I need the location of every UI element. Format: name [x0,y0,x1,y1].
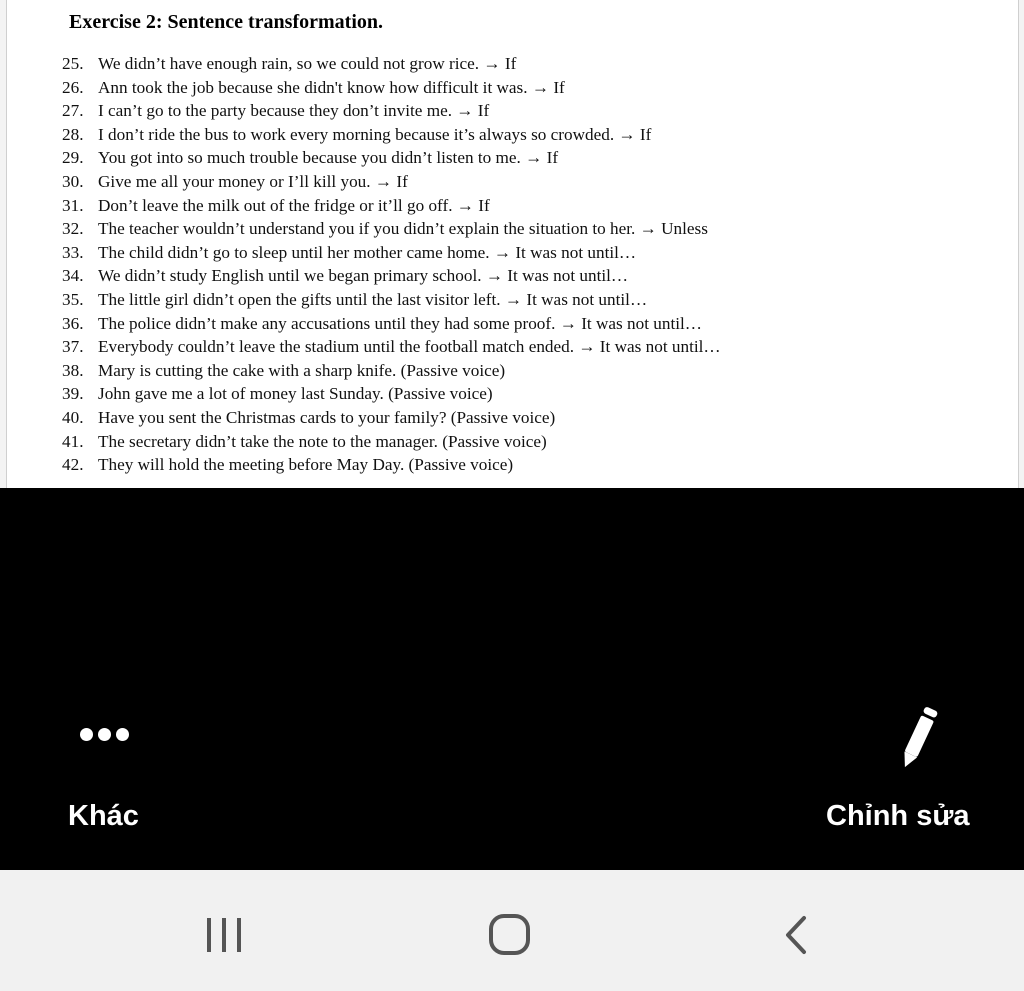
exercise-number: 27. [62,101,84,121]
exercise-text: The child didn’t go to sleep until her mother came home. → It was not until… [98,242,637,262]
exercise-text: John gave me a lot of money last Sunday. (Passive voice) [98,384,493,404]
exercise-list [62,52,721,477]
exercise-item [62,312,721,336]
exercise-number: 41. [62,431,84,451]
exercise-number: 29. [62,148,84,168]
exercise-item [62,406,721,430]
exercise-text: We didn’t study English until we began primary school. → It was not until… [98,266,629,286]
exercise-text: They will hold the meeting before May Day. (Passive voice) [98,455,514,475]
exercise-number: 40. [62,407,84,427]
exercise-number: 28. [62,124,84,144]
exercise-number: 26. [62,77,84,97]
exercise-item [62,430,721,454]
exercise-text: Mary is cutting the cake with a sharp knife. (Passive voice) [98,360,506,380]
exercise-item [62,453,721,477]
exercise-item [62,194,721,218]
exercise-number: 42. [62,455,84,475]
exercise-item [62,335,721,359]
more-label: Khác [68,800,139,832]
exercise-item [62,170,721,194]
system-navigation-bar [0,870,1024,991]
exercise-text: The little girl didn’t open the gifts until the last visitor left. → It was not until… [98,289,648,309]
exercise-text: Everybody couldn’t leave the stadium until the football match ended. → It was not until… [98,337,721,357]
exercise-item [62,217,721,241]
document-viewer[interactable] [0,0,1024,488]
edit-button[interactable] [820,700,990,840]
exercise-text: Give me all your money or I’ll kill you. → If [98,171,408,191]
exercise-number: 30. [62,171,84,191]
exercise-item [62,52,721,76]
exercise-text: I can’t go to the party because they don’t invite me. → If [98,101,490,121]
recents-icon [165,870,285,991]
recents-button[interactable] [165,870,285,991]
exercise-item [62,359,721,383]
edit-label: Chỉnh sửa [826,800,970,832]
back-button[interactable] [736,870,856,991]
exercise-number: 36. [62,313,84,333]
exercise-number: 25. [62,54,84,73]
exercise-text: You got into so much trouble because you didn’t listen to me. → If [98,148,559,168]
exercise-item [62,264,721,288]
exercise-item [62,382,721,406]
more-dots-icon [80,728,134,746]
exercise-item [62,76,721,100]
back-icon [736,870,856,991]
exercise-text: We didn’t have enough rain, so we could not grow rice. → If [98,54,517,73]
exercise-text: The police didn’t make any accusations until they had some proof. → It was not until… [98,313,702,333]
exercise-text: The teacher wouldn’t understand you if you didn’t explain the situation to her. → Unless [98,219,708,239]
exercise-item [62,99,721,123]
exercise-number: 34. [62,266,84,286]
exercise-item [62,123,721,147]
exercise-number: 32. [62,219,84,239]
exercise-item [62,241,721,265]
exercise-text: Don’t leave the milk out of the fridge or it’ll go off. → If [98,195,490,215]
home-button[interactable] [450,870,570,991]
exercise-number: 38. [62,360,84,380]
exercise-title: Exercise 2: Sentence transformation. [69,11,384,33]
home-icon [450,870,570,991]
more-button[interactable] [60,710,160,840]
pencil-icon [898,704,938,774]
exercise-text: Have you sent the Christmas cards to your family? (Passive voice) [98,407,556,427]
exercise-text: Ann took the job because she didn't know how difficult it was. → If [98,77,565,97]
exercise-number: 37. [62,337,84,357]
exercise-text: The secretary didn’t take the note to the manager. (Passive voice) [98,431,547,451]
exercise-item [62,288,721,312]
exercise-text: I don’t ride the bus to work every morning because it’s always so crowded. → If [98,124,652,144]
exercise-number: 35. [62,289,84,309]
exercise-number: 31. [62,195,84,215]
exercise-number: 33. [62,242,84,262]
exercise-item [62,146,721,170]
exercise-number: 39. [62,384,84,404]
